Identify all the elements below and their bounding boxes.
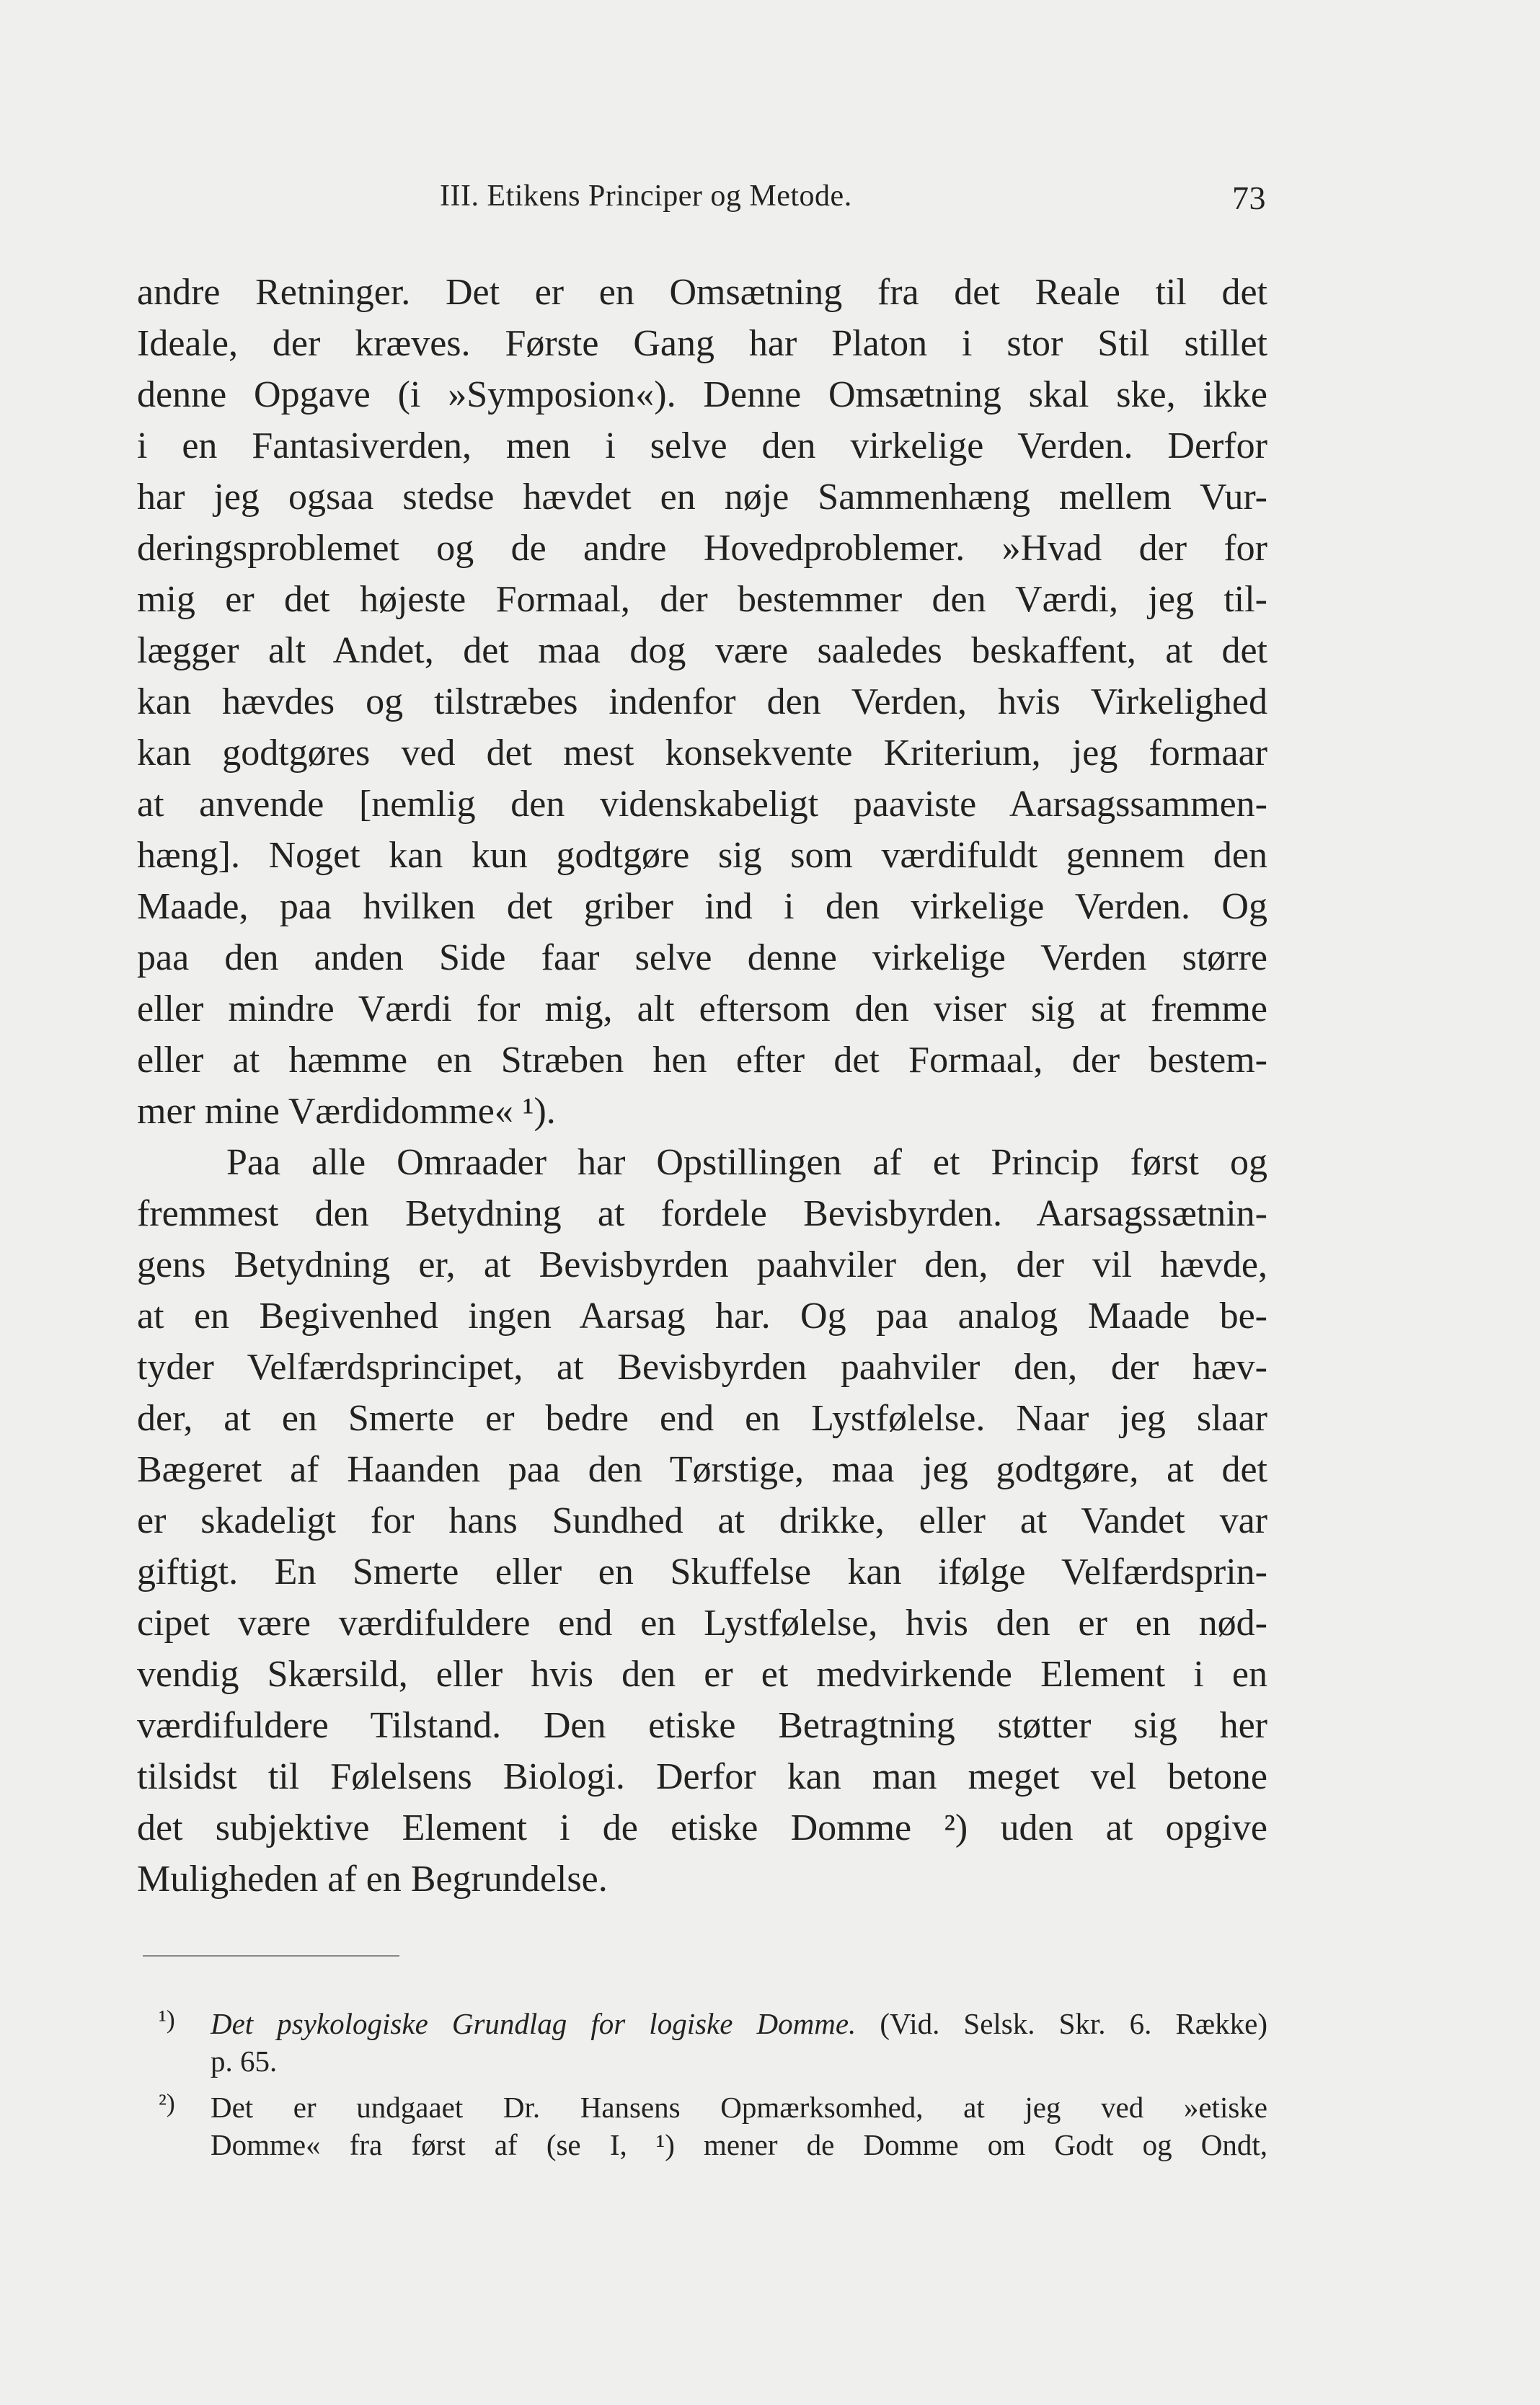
footnote-marker: ²) xyxy=(159,2089,175,2117)
text-line: deringsproblemet og de andre Hovedproblemer. »Hvad der for xyxy=(137,528,1267,569)
text-line: kan hævdes og tilstræbes indenfor den Verden, hvis Virkelighed xyxy=(137,681,1267,722)
footnote-2-continuation: Domme« fra først af (se I, ¹) mener de Domme om Godt og Ondt, xyxy=(211,2128,1267,2161)
text-line: det subjektive Element i de etiske Domme ²) uden at opgive xyxy=(137,1807,1267,1848)
text-line: værdifuldere Tilstand. Den etiske Betragtning støtter sig her xyxy=(137,1705,1267,1746)
text-line: har jeg ogsaa stedse hævdet en nøje Sammenhæng mellem Vur- xyxy=(137,477,1267,518)
text-line: giftigt. En Smerte eller en Skuffelse kan ifølge Velfærdsprin- xyxy=(137,1551,1267,1593)
text-line: der, at en Smerte er bedre end en Lystfølelse. Naar jeg slaar xyxy=(137,1398,1267,1439)
text-line: andre Retninger. Det er en Omsætning fra det Reale til det xyxy=(137,272,1267,313)
text-line: hæng]. Noget kan kun godtgøre sig som værdifuldt gennem den xyxy=(137,835,1267,876)
text-line: kan godtgøres ved det mest konsekvente Kriterium, jeg formaar xyxy=(137,732,1267,774)
paragraph-start-line: Paa alle Omraader har Opstillingen af et Princip først og xyxy=(226,1142,1267,1183)
chapter-title: III. Etikens Principer og Metode. xyxy=(440,180,852,213)
footnote-1-title: Det psykologiske Grundlag for logiske Domme. xyxy=(211,2007,857,2040)
text-line: tilsidst til Følelsens Biologi. Derfor kan man meget vel betone xyxy=(137,1756,1267,1797)
body-text xyxy=(137,267,1267,1905)
text-line: Maade, paa hvilken det griber ind i den virkelige Verden. Og xyxy=(137,886,1267,927)
text-line: tyder Velfærdsprincipet, at Bevisbyrden paahviler den, der hæv- xyxy=(137,1347,1267,1388)
text-line: cipet være værdifuldere end en Lystfølelse, hvis den er en nød- xyxy=(137,1603,1267,1644)
text-line: mer mine Værdidomme« ¹). xyxy=(137,1091,556,1132)
page-number: 73 xyxy=(1232,180,1266,216)
footnote-2-text: Det er undgaaet Dr. Hansens Opmærksomhed, at jeg ved »etiske xyxy=(211,2091,1267,2124)
text-line: Bægeret af Haanden paa den Tørstige, maa jeg godtgøre, at det xyxy=(137,1449,1267,1490)
text-line: Ideale, der kræves. Første Gang har Platon i stor Stil stillet xyxy=(137,323,1267,364)
footnote-1-continuation: p. 65. xyxy=(211,2045,278,2078)
text-line: eller at hæmme en Stræben hen efter det Formaal, der bestem- xyxy=(137,1040,1267,1081)
footnote-2 xyxy=(159,2082,1267,2124)
text-line: eller mindre Værdi for mig, alt eftersom den viser sig at fremme xyxy=(137,988,1267,1029)
text-line: i en Fantasiverden, men i selve den virkelige Verden. Derfor xyxy=(137,425,1267,466)
text-line: gens Betydning er, at Bevisbyrden paahviler den, der vil hævde, xyxy=(137,1244,1267,1285)
footnote-divider xyxy=(143,1955,399,1957)
text-line: lægger alt Andet, det maa dog være saaledes beskaffent, at det xyxy=(137,630,1267,671)
footnote-marker: ¹) xyxy=(159,2005,175,2034)
text-line: at en Begivenhed ingen Aarsag har. Og paa analog Maade be- xyxy=(137,1295,1267,1337)
text-line: mig er det højeste Formaal, der bestemmer den Værdi, jeg til- xyxy=(137,579,1267,620)
footnote-1 xyxy=(159,1998,1267,2040)
text-line: denne Opgave (i »Symposion«). Denne Omsætning skal ske, ikke xyxy=(137,374,1267,415)
footnotes xyxy=(159,1998,1267,2166)
footnote-1-text: (Vid. Selsk. Skr. 6. Række) xyxy=(856,2007,1267,2040)
running-head xyxy=(137,179,1266,225)
text-line: er skadeligt for hans Sundhed at drikke, eller at Vandet var xyxy=(137,1500,1267,1541)
text-line: paa den anden Side faar selve denne virkelige Verden større xyxy=(137,937,1267,978)
text-line: fremmest den Betydning at fordele Bevisbyrden. Aarsagssætnin- xyxy=(137,1193,1267,1234)
text-line: Muligheden af en Begrundelse. xyxy=(137,1859,608,1900)
text-line: at anvende [nemlig den videnskabeligt paaviste Aarsagssammen- xyxy=(137,784,1267,825)
text-line: vendig Skærsild, eller hvis den er et medvirkende Element i en xyxy=(137,1654,1267,1695)
